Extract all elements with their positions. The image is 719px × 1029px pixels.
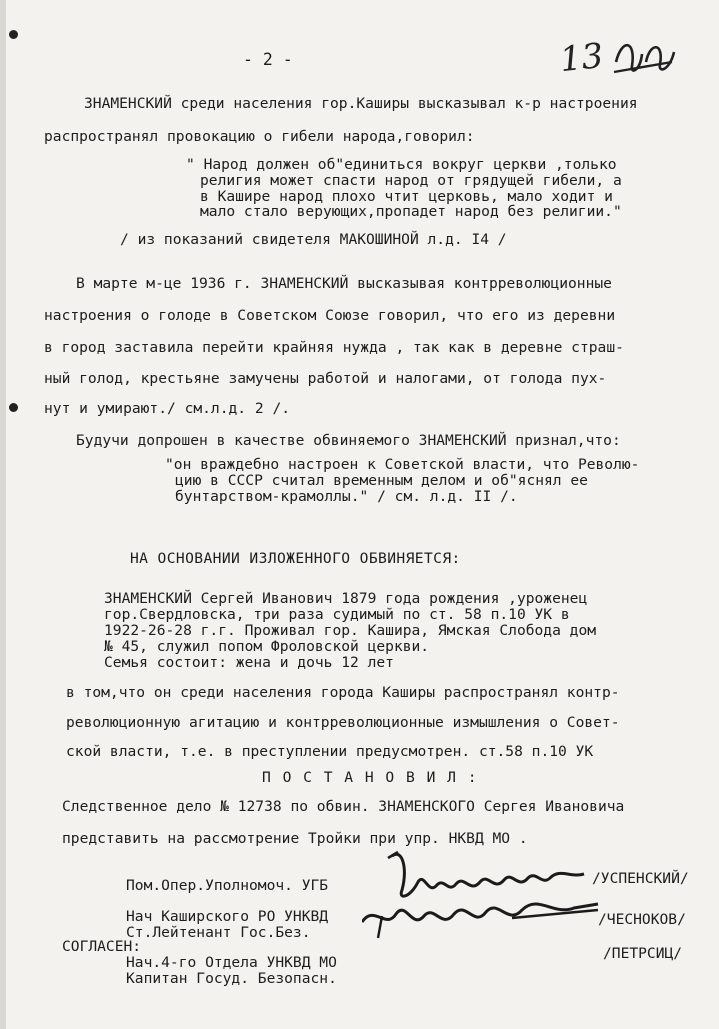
accused-line: 1922-26-28 г.г. Проживал гор. Кашира, Ямская Слобода дом [104,622,597,639]
text-line: в том,что он среди населения города Каширы распространял контр- [66,684,620,701]
text-line: нут и умирают./ см.л.д. 2 /. [44,400,291,417]
signatory-title: Пом.Опер.Уполномоч. УГБ [126,877,329,894]
text-line: революционную агитацию и контрреволюционные измышления о Совет- [66,714,620,731]
text-line: ный голод, крестьяне замучены работой и налогами, от голода пух- [44,370,607,387]
quote-line: бунтарством-крамоллы." / см. л.д. II /. [175,488,518,505]
quote-line: мало стало верующих,пропадет народ без религии." [200,203,622,220]
signatory-name: /ПЕТРСИЦ/ [603,945,683,962]
accused-line: № 45, служил попом Фроловской церкви. [104,638,430,655]
accused-line: ЗНАМЕНСКИЙ Сергей Иванович 1879 года рождения ,уроженец [104,590,588,607]
accused-line: Семья состоит: жена и дочь 12 лет [104,654,394,671]
archive-number: 13 [558,35,606,81]
page-number: - 2 - [243,50,293,69]
signatory-title: Капитан Госуд. Безопасн. [126,970,337,987]
source-reference: / из показаний свидетеля МАКОШИНОЙ л.д. I4 / [120,231,507,248]
text-line: Следственное дело № 12738 по обвин. ЗНАМЕНСКОГО Сергея Ивановича [62,798,625,815]
text-line: ской власти, т.е. в преступлении предусмотрен. ст.58 п.10 УК [66,743,594,760]
binding-hole-mark [9,30,18,39]
signatory-title: Ст.Лейтенант Гос.Без. [126,924,311,941]
quote-line: цию в СССР считал временным делом и об"яснял ее [175,472,588,489]
quote-line: религия может спасти народ от грядущей гибели, а [200,172,622,189]
agreed-label: СОГЛАСЕН: [62,938,142,955]
text-line: представить на рассмотрение Тройки при упр. НКВД МО . [62,830,528,847]
quote-line: в Кашире народ плохо чтит церковь, мало ходит и [200,188,613,205]
accused-line: гор.Свердловска, три раза судимый по ст. 58 п.10 УК в [104,606,570,623]
text-line: настроения о голоде в Советском Союзе говорил, что его из деревни [44,307,616,324]
page-edge-shadow [0,0,6,1029]
signatory-title: Нач Каширского РО УНКВД [126,908,329,925]
binding-hole-mark [9,403,18,412]
accusation-heading: НА ОСНОВАНИИ ИЗЛОЖЕННОГО ОБВИНЯЕТСЯ: [130,550,461,567]
handwritten-signature-icon [362,838,602,958]
handwritten-page-mark-icon [610,32,680,80]
signatory-title: Нач.4-го Отдела УНКВД МО [126,954,337,971]
text-line: в город заставила перейти крайняя нужда , так как в деревне страш- [44,339,624,356]
signatory-name: /ЧЕСНОКОВ/ [598,911,686,928]
text-line: ЗНАМЕНСКИЙ среди населения гор.Каширы высказывал к-р настроения [84,95,638,112]
signatory-name: /УСПЕНСКИЙ/ [592,870,689,887]
decree-heading: П О С Т А Н О В И Л : [262,769,479,786]
text-line: В марте м-це 1936 г. ЗНАМЕНСКИЙ высказывая контрреволюционные [76,275,612,292]
text-line: Будучи допрошен в качестве обвиняемого ЗНАМЕНСКИЙ признал,что: [76,432,621,449]
quote-line: "он враждебно настроен к Советской власти, что Револю- [165,456,640,473]
quote-line: " Народ должен об"единиться вокруг церкви ,только [186,156,617,173]
text-line: распространял провокацию о гибели народа,говорил: [44,128,475,145]
